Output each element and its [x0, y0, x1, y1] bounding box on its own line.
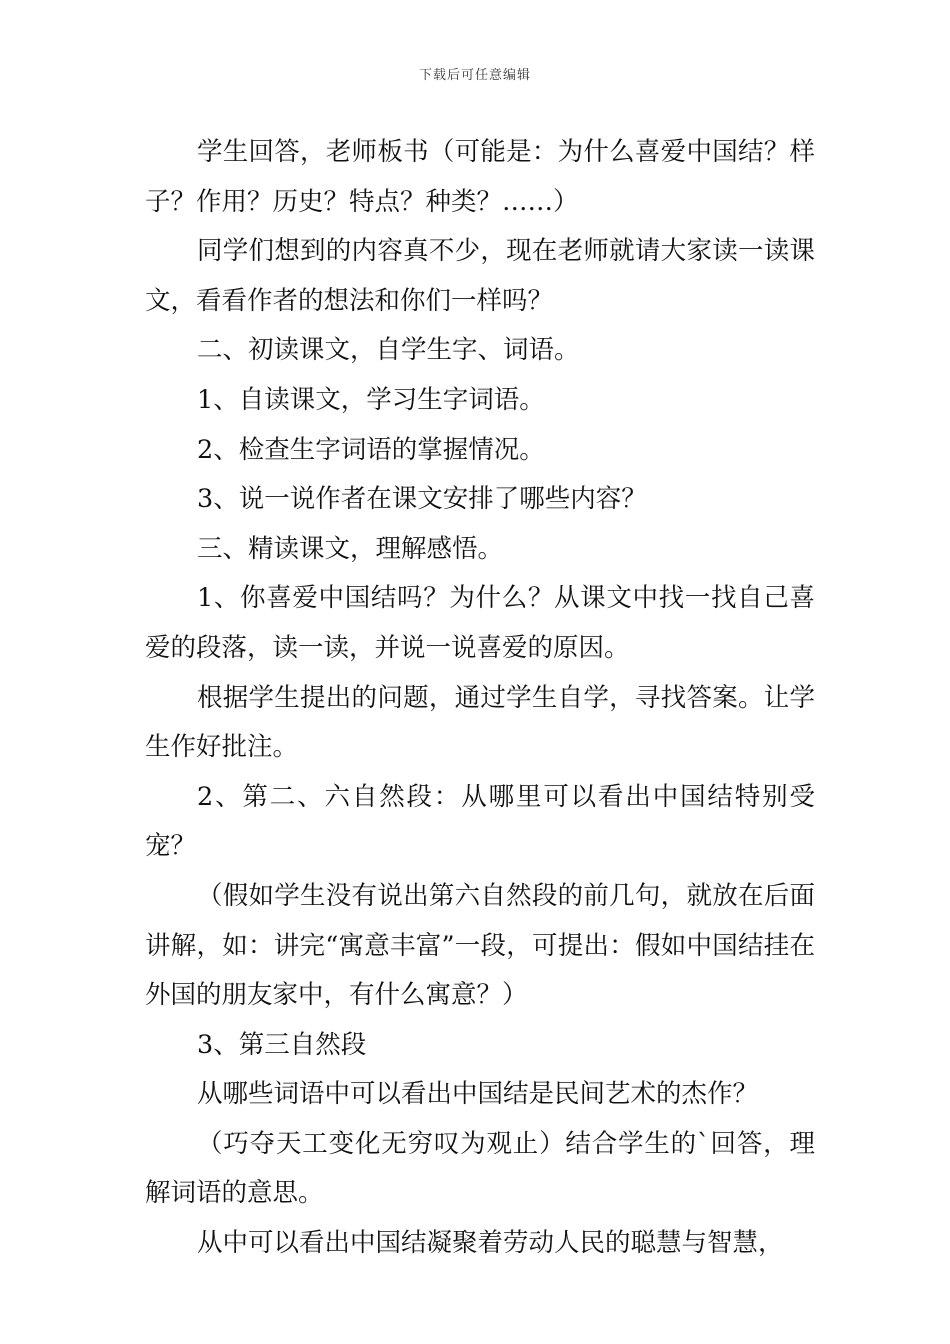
paragraph: 同学们想到的内容真不少，现在老师就请大家读一读课文，看看作者的想法和你们一样吗？ — [145, 236, 815, 316]
list-item: 1、你喜爱中国结吗？为什么？从课文中找一找自己喜爱的段落，读一读，并说一说喜爱的原因。 — [145, 583, 815, 663]
list-item: 1、自读课文，学习生字词语。 — [197, 384, 545, 415]
list-item: 2、第二、六自然段：从哪里可以看出中国结特别受宠？ — [145, 781, 815, 862]
paragraph: （假如学生没有说出第六自然段的前几句，就放在后面讲解，如：讲完“寓意丰富”一段，可提出：假如中国结挂在外国的朋友家中，有什么寓意？） — [145, 880, 815, 1011]
section-heading: 二、初读课文，自学生字、词语。 — [197, 335, 580, 366]
list-item: 3、说一说作者在课文安排了哪些内容？ — [197, 484, 647, 515]
list-item: 3、第三自然段 — [197, 1029, 367, 1060]
paragraph: （巧夺天工变化无穷叹为观止）结合学生的`回答，理解词语的意思。 — [145, 1128, 815, 1209]
page-header: 下载后可任意编辑 — [418, 68, 531, 83]
paragraph: 从中可以看出中国结凝聚着劳动人民的聪慧与智慧， — [197, 1228, 784, 1259]
paragraph: 根据学生提出的问题，通过学生自学，寻找答案。让学生作好批注。 — [145, 682, 815, 763]
list-item: 2、检查生字词语的掌握情况。 — [197, 434, 545, 465]
section-heading: 三、精读课文，理解感悟。 — [197, 533, 504, 564]
paragraph: 从哪些词语中可以看出中国结是民间艺术的杰作？ — [197, 1079, 759, 1110]
paragraph: 学生回答，老师板书（可能是：为什么喜爱中国结？样子？作用？历史？特点？种类？……） — [145, 137, 815, 217]
document-body — [145, 128, 815, 1269]
